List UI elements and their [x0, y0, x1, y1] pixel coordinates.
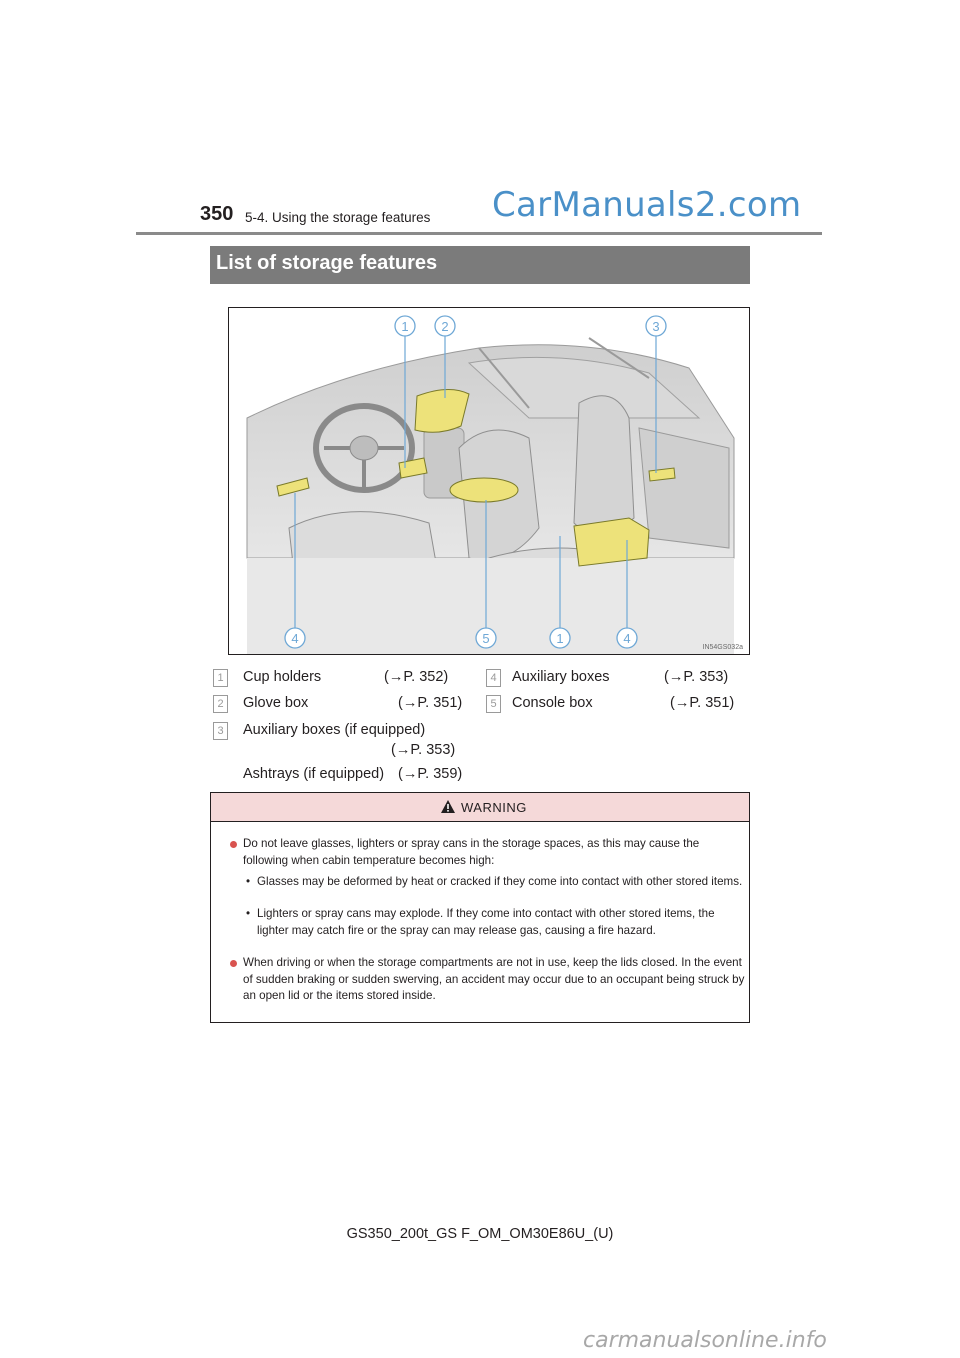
header-rule: [136, 232, 822, 235]
watermark-bottom: carmanualsonline.info: [583, 1328, 827, 1353]
warning-subitem-2: Lighters or spray cans may explode. If they come into contact with other stored items, the lighter may catch fire or the spray can may release gas, causing a fire hazard.: [257, 907, 715, 937]
interior-illustration: [228, 307, 750, 655]
list-label-auxiliary-boxes: Auxiliary boxes: [512, 669, 610, 685]
sub-bullet-marker-2: •: [246, 907, 251, 920]
car-interior-drawing: [229, 308, 749, 654]
warning-subitem-1: Glasses may be deformed by heat or cracked if they come into contact with other stored items.: [257, 875, 743, 888]
list-num-5: 5: [486, 695, 501, 713]
document-code: GS350_200t_GS F_OM_OM30E86U_(U): [346, 1226, 614, 1242]
page-number: 350: [200, 203, 234, 225]
list-ref-cup-holders[interactable]: (→P. 352): [384, 669, 449, 685]
callout-top-2: 2: [441, 319, 449, 334]
list-ref-auxiliary-boxes[interactable]: (→P. 353): [664, 669, 729, 685]
warning-label: WARNING: [461, 800, 527, 815]
callout-bottom-4: 4: [623, 631, 631, 646]
callout-top-1: 1: [401, 319, 409, 334]
list-ref-glove-box[interactable]: (→P. 351): [398, 695, 463, 711]
list-ref-console-box[interactable]: (→P. 351): [670, 695, 735, 711]
list-num-3: 3: [213, 722, 228, 740]
warning-header: [211, 793, 749, 822]
section-title: 5-4. Using the storage features: [245, 210, 431, 225]
title-bar: [210, 246, 750, 284]
list-label-glove-box: Glove box: [243, 695, 309, 711]
illustration-code: IN54GS032a: [702, 644, 743, 651]
watermark-top: CarManuals2.com: [492, 185, 802, 225]
list-label-auxiliary-boxes-equipped: Auxiliary boxes (if equipped): [243, 722, 426, 738]
list-ref-ashtrays[interactable]: (→P. 359): [398, 766, 463, 782]
callout-bottom-3: 1: [556, 631, 564, 646]
list-label-ashtrays: Ashtrays (if equipped): [243, 766, 385, 782]
list-num-2: 2: [213, 695, 228, 713]
callout-top-3: 3: [652, 319, 660, 334]
callout-bottom-2: 5: [482, 631, 490, 646]
list-num-1: 1: [213, 669, 228, 687]
warning-bullet-1: [230, 841, 237, 848]
callout-bottom-1: 4: [291, 631, 299, 646]
warning-bullet-2: [230, 960, 237, 967]
list-num-4: 4: [486, 669, 501, 687]
list-label-console-box: Console box: [512, 695, 593, 711]
sub-bullet-marker-1: •: [246, 875, 251, 888]
list-label-cup-holders: Cup holders: [243, 669, 322, 685]
warning-triangle-icon: [440, 799, 456, 814]
page-title: List of storage features: [216, 252, 438, 274]
warning-item-2-text: When driving or when the storage compartments are not in use, keep the lids closed. In the event of sudden braking or sudden swerving, an accident may occur due to an occupant being struck by an open lid or the items stored inside.: [243, 956, 745, 1002]
list-ref-auxiliary-boxes-equipped[interactable]: (→P. 353): [391, 742, 456, 758]
warning-box: [210, 792, 750, 1023]
warning-item-1-text: Do not leave glasses, lighters or spray cans in the storage spaces, as this may cause the following when cabin temperature becomes high:: [243, 837, 700, 867]
